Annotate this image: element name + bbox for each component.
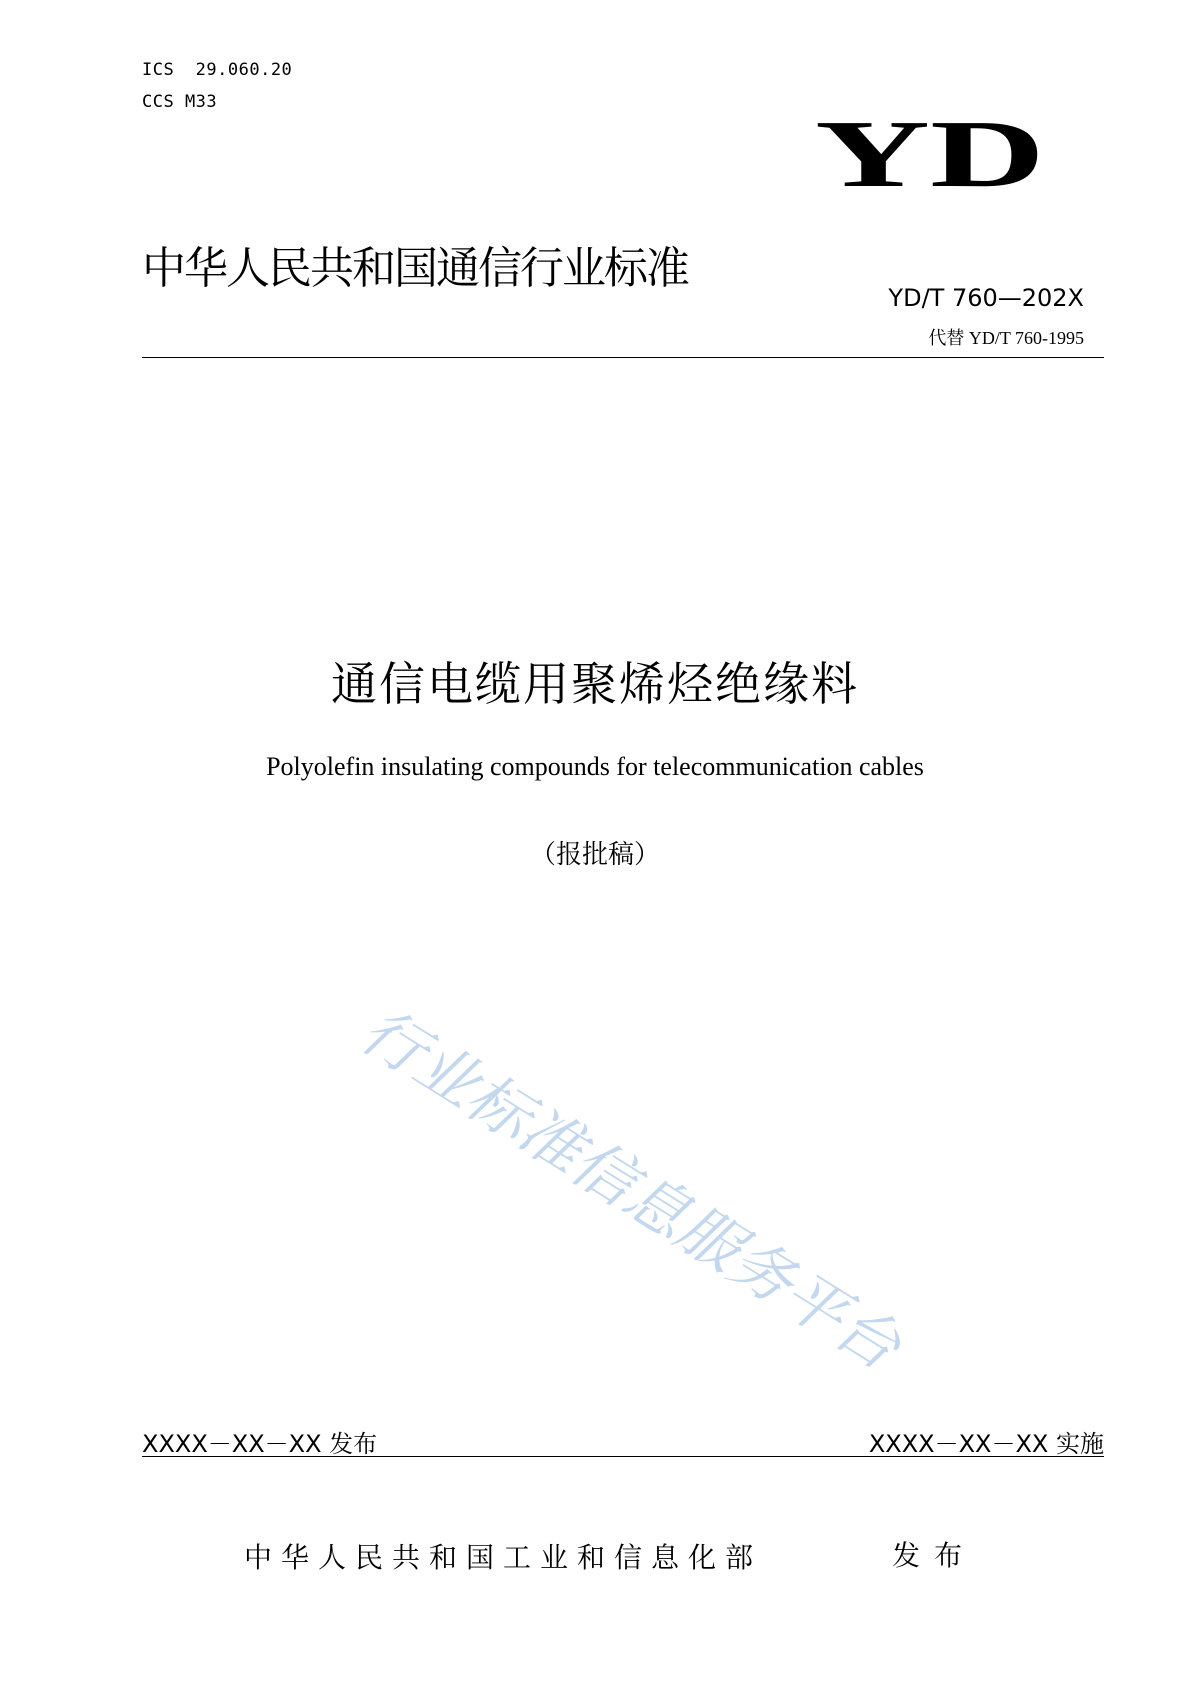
ics-code: ICS 29.060.20 — [142, 60, 293, 80]
watermark-text: 行业标准信息服务平台 — [348, 993, 914, 1384]
yd-logo — [810, 108, 1050, 192]
watermark — [300, 980, 960, 1400]
document-title-english: Polyolefin insulating compounds for telecommunication cables — [266, 752, 924, 781]
publish-label: 发布 — [892, 1539, 977, 1572]
draft-status: （报批稿） — [529, 840, 660, 869]
issue-date: XXXX－XX－XX 发布 — [142, 1430, 378, 1458]
document-title-chinese: 通信电缆用聚烯烃绝缘料 — [331, 657, 859, 711]
standard-number: YD/T 760—202X — [888, 284, 1084, 312]
standard-type-heading: 中华人民共和国通信行业标准 — [142, 243, 688, 294]
yd-logo-text: YD — [815, 108, 1045, 192]
issuing-authority: 中华人民共和国工业和信息化部 — [244, 1541, 763, 1574]
ccs-code: CCS M33 — [142, 92, 218, 112]
header-divider — [142, 357, 1104, 358]
replaces-standard: 代替 YD/T 760-1995 — [928, 328, 1084, 348]
footer-divider — [142, 1456, 1104, 1457]
implementation-date: XXXX－XX－XX 实施 — [868, 1430, 1104, 1458]
